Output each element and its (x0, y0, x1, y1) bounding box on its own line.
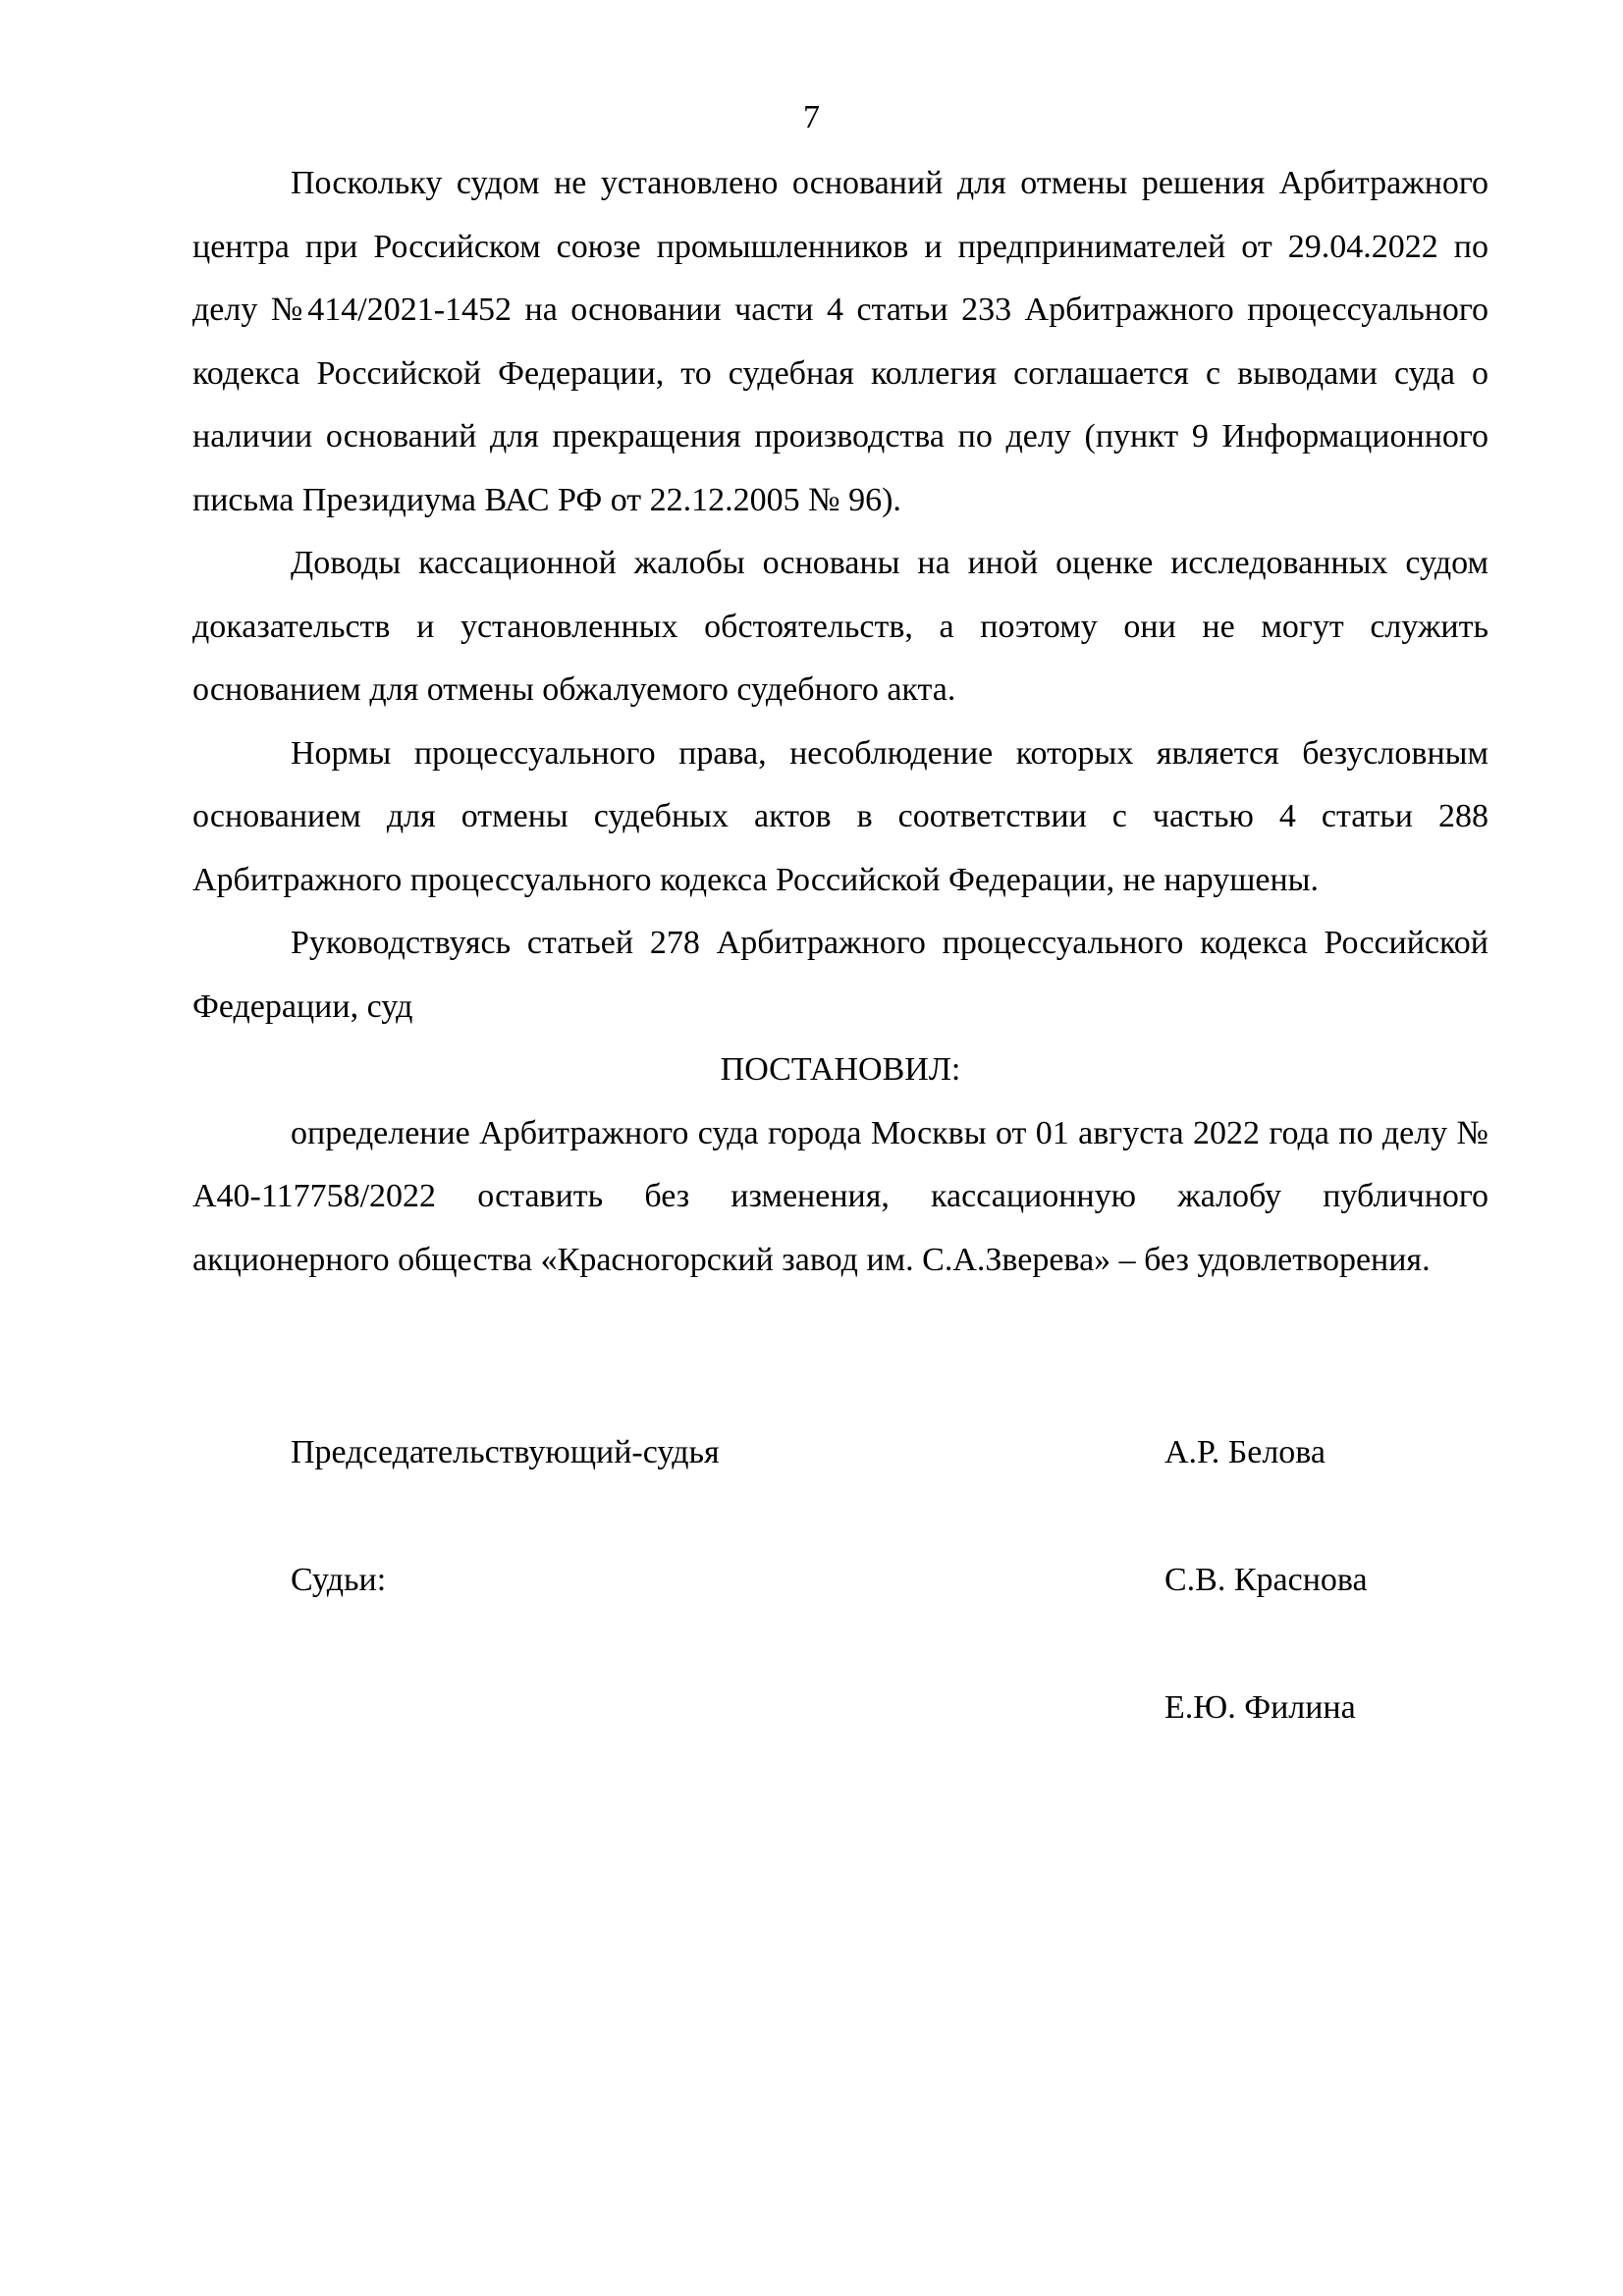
judge-name-1: С.В. Краснова (1164, 1562, 1368, 1598)
paragraph-arbitration-decision: Поскольку судом не установлено оснований для отмены решения Арбитражного центра при Российском союзе промышленников и предпринимателей от 29.04.2022 по делу №414/2021-1452 на основании части 4 статьи 233 Арбитражного процессуального кодекса Российской Федерации, то судебная коллегия соглашается с выводами суда о наличии оснований для прекращения производства по делу (пункт 9 Информационного письма Президиума ВАС РФ от 22.12.2005 № 96). (192, 165, 1488, 518)
paragraph-cassation-arguments: Доводы кассационной жалобы основаны на иной оценке исследованных судом доказательств и установленных обстоятельств, а поэтому они не могут служить основанием для отмены обжалуемого судебного акта. (192, 545, 1488, 708)
judge-name-2: Е.Ю. Филина (1164, 1689, 1356, 1726)
document-body (192, 152, 1488, 1292)
paragraph-resolution: определение Арбитражного суда города Москвы от 01 августа 2022 года по делу № А40-117758/2022 оставить без изменения, кассационную жалобу публичного акционерного общества «Красногорский завод им. С.А.Зверева» – без удовлетворения. (192, 1114, 1488, 1278)
paragraph-guided-by: Руководствуясь статьей 278 Арбитражного процессуального кодекса Российской Федерации, суд (192, 925, 1488, 1025)
paragraph-procedural-norms: Нормы процессуального права, несоблюдение которых является безусловным основанием для отмены судебных актов в соответствии с частью 4 статьи 288 Арбитражного процессуального кодекса Российской Федерации, не нарушены. (192, 734, 1488, 898)
resolution-heading: ПОСТАНОВИЛ: (720, 1051, 961, 1088)
page-number: 7 (803, 99, 820, 135)
presiding-judge-name: А.Р. Белова (1164, 1434, 1325, 1470)
judges-title: Судьи: (291, 1562, 387, 1598)
presiding-judge-title: Председательствующий-судья (291, 1434, 720, 1470)
